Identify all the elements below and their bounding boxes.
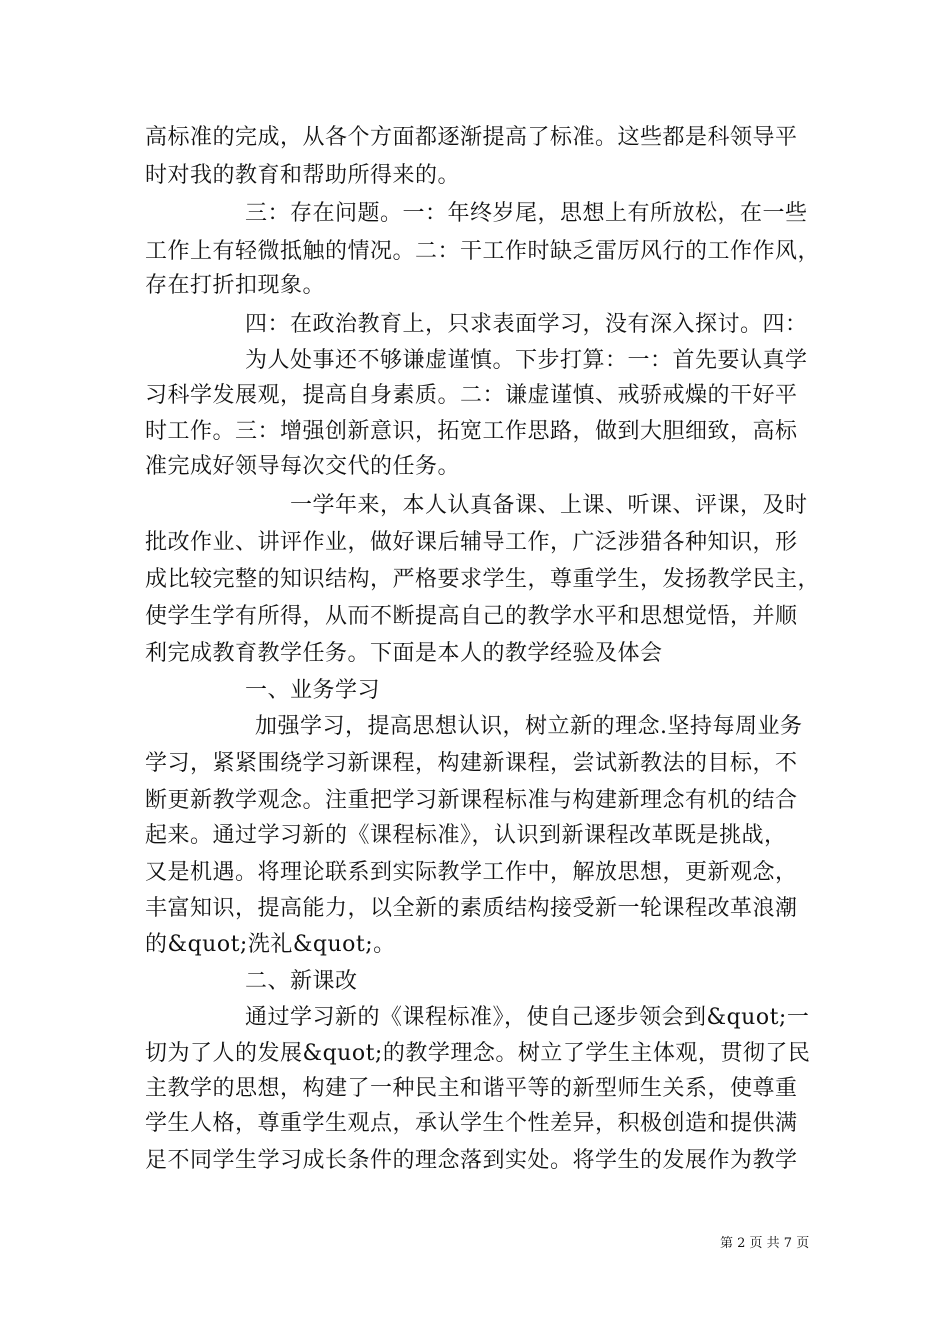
text-line-3: 三：存在问题。一：年终岁尾，思想上有所放松，在一些 [245,201,808,226]
section-heading-1: 一、业务学习 [245,678,381,703]
text-line-21: 又是机遇。将理论联系到实际教学工作中，解放思想，更新观念， [145,860,798,885]
text-line-17: 加强学习，提高思想认识，树立新的理念.坚持每周业务 [255,714,803,739]
text-line-14: 使学生学有所得，从而不断提高自己的教学水平和思想觉悟，并顺 [145,604,798,629]
text-line-25: 通过学习新的《课程标准》，使自己逐步领会到&quot;一 [245,1005,810,1030]
text-line-1: 高标准的完成，从各个方面都逐渐提高了标准。这些都是科领导平 [145,125,798,150]
text-line-28: 学生人格，尊重学生观点，承认学生个性差异，积极创造和提供满 [145,1111,798,1136]
text-line-10: 准完成好领导每次交代的任务。 [145,454,461,479]
text-line-29: 足不同学生学习成长条件的理念落到实处。将学生的发展作为教学 [145,1148,798,1173]
text-line-4: 工作上有轻微抵触的情况。二：干工作时缺乏雷厉风行的工作作风， [145,239,821,264]
text-line-26: 切为了人的发展&quot;的教学理念。树立了学生主体观，贯彻了民 [145,1041,811,1066]
text-line-11: 一学年来，本人认真备课、上课、听课、评课，及时 [290,493,808,518]
text-line-9: 时工作。三：增强创新意识，拓宽工作思路，做到大胆细致，高标 [145,419,798,444]
text-line-6: 四：在政治教育上，只求表面学习，没有深入探讨。四： [245,312,808,337]
text-line-12: 批改作业、讲评作业，做好课后辅导工作，广泛涉猎各种知识，形 [145,530,798,555]
text-line-23: 的&quot;洗礼&quot;。 [145,932,396,957]
text-line-7: 为人处事还不够谦虚谨慎。下步打算：一：首先要认真学 [245,348,808,373]
text-line-20: 起来。通过学习新的《课程标准》，认识到新课程改革既是挑战， [145,823,787,848]
text-line-8: 习科学发展观，提高自身素质。二：谦虚谨慎、戒骄戒燥的干好平 [145,383,798,408]
text-line-18: 学习，紧紧围绕学习新课程，构建新课程，尝试新教法的目标，不 [145,751,798,776]
text-line-2: 时对我的教育和帮助所得来的。 [145,163,461,188]
text-line-19: 断更新教学观念。注重把学习新课程标准与构建新理念有机的结合 [145,788,798,813]
text-line-22: 丰富知识，提高能力，以全新的素质结构接受新一轮课程改革浪潮 [145,896,798,921]
text-line-5: 存在打折扣现象。 [145,273,326,298]
text-line-13: 成比较完整的知识结构，严格要求学生，尊重学生，发扬教学民主， [145,567,821,592]
text-line-27: 主教学的思想，构建了一种民主和谐平等的新型师生关系，使尊重 [145,1076,798,1101]
page-number-footer: 第 2 页 共 7 页 [720,1236,810,1251]
text-line-15: 利完成教育教学任务。下面是本人的教学经验及体会 [145,641,663,666]
section-heading-2: 二、新课改 [245,969,358,994]
